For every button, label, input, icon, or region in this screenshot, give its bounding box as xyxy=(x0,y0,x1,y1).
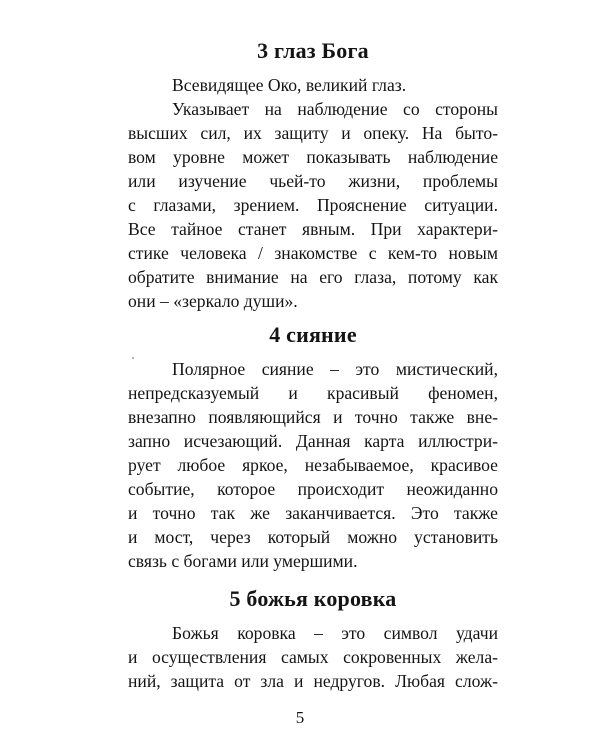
section-paragraph xyxy=(128,73,498,313)
text-line: Указывает на наблюдение со стороны xyxy=(172,99,498,119)
section-heading: 5 божья коровка xyxy=(229,586,397,611)
text-line: с глазами, зрением. Прояснение ситуации. xyxy=(128,195,498,215)
section-aurora xyxy=(128,322,498,573)
text-line: Всевидящее Око, великий глаз. xyxy=(172,75,407,95)
text-line: они – «зеркало души». xyxy=(128,291,298,311)
text-line: вом уровне может показывать наблюдение xyxy=(128,147,498,167)
section-eye-of-god xyxy=(128,38,498,313)
text-line: Полярное сияние – это мистический, xyxy=(172,359,498,379)
section-heading: 3 глаз Бога xyxy=(257,38,369,63)
section-paragraph xyxy=(128,621,498,693)
text-line: Все тайное станет явным. При характери- xyxy=(128,219,498,239)
text-line: и осуществления самых сокровенных жела- xyxy=(128,647,498,667)
section-ladybug xyxy=(128,586,498,693)
text-line: высших сил, их защиту и опеку. На быто- xyxy=(128,123,498,143)
text-line: непредсказуемый и красивый феномен, xyxy=(128,383,498,403)
text-line: и мост, через который можно установить xyxy=(128,527,498,547)
text-line: ний, защита от зла и недругов. Любая слож- xyxy=(128,671,498,691)
section-heading: 4 сияние xyxy=(269,322,357,347)
text-line: связь с богами или умершими. xyxy=(128,551,358,571)
section-paragraph xyxy=(128,357,498,573)
text-line: запно исчезающий. Данная карта иллюстри- xyxy=(128,431,498,451)
text-line: событие, которое происходит неожиданно xyxy=(128,479,498,499)
text-line: и точно так же заканчивается. Это также xyxy=(128,503,498,523)
page-number: 5 xyxy=(295,708,305,727)
scan-speck xyxy=(132,357,134,359)
text-line: Божья коровка – это символ удачи xyxy=(172,623,498,643)
text-line: рует любое яркое, незабываемое, красивое xyxy=(128,455,498,475)
text-line: обратите внимание на его глаза, потому как xyxy=(128,267,498,287)
text-line: или изучение чьей-то жизни, проблемы xyxy=(128,171,498,191)
text-line: внезапно появляющийся и точно также вне- xyxy=(128,407,498,427)
text-line: стике человека / знакомстве с кем-то новым xyxy=(128,243,498,263)
